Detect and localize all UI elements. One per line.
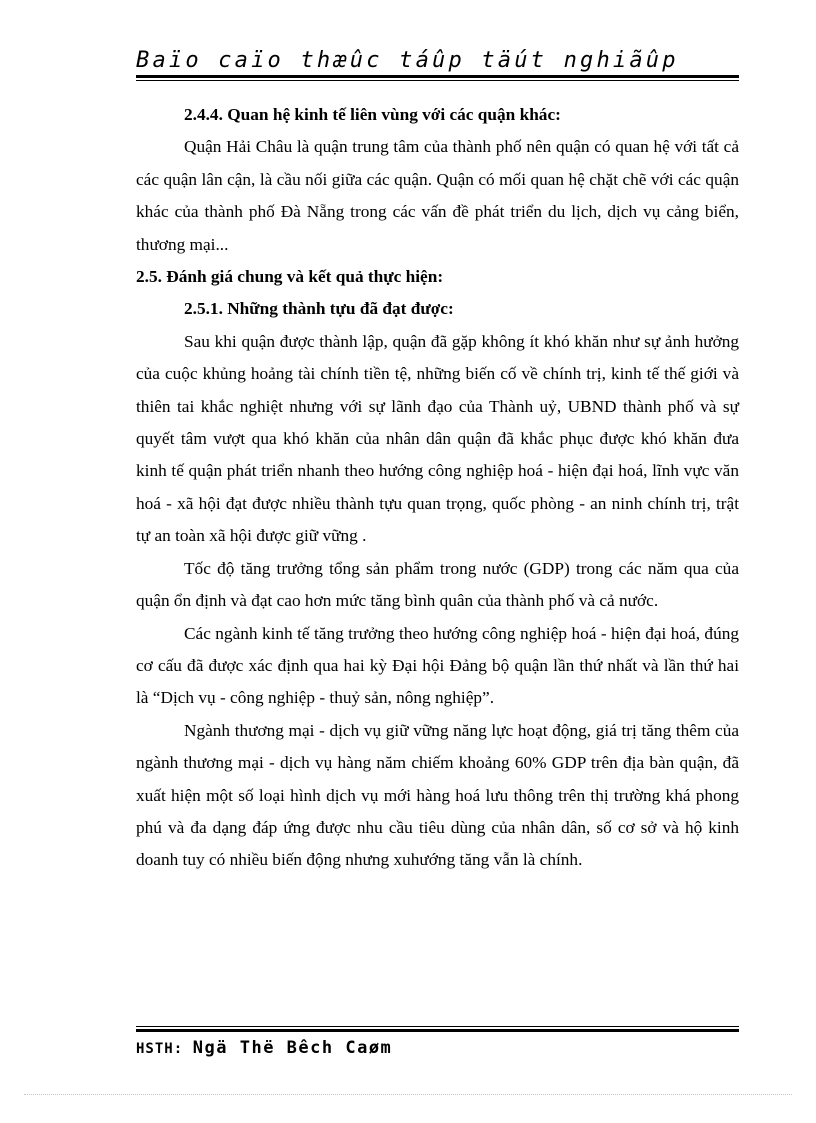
page-header-title: Baïo caïo thæûc táûp täút nghiãûp xyxy=(136,48,679,73)
paragraph-achievements: Sau khi quận được thành lập, quận đã gặp không ít khó khăn như sự ảnh hưởng của cuộc khủng hoảng tài chính tiền tệ, những biến cố về chính trị, kinh tế thế giới và thiên tai khắc nghiệt nhưng với sự lãnh đạo của Thành uỷ, UBND thành phố và sự quyết tâm vượt qua khó khăn của nhân dân quận đã khắc phục được khó khăn đưa kinh tế quận phát triển nhanh theo hướng công nghiệp hoá - hiện đại hoá, lĩnh vực văn hoá - xã hội đạt được nhiều thành tựu quan trọng, quốc phòng - an ninh chính trị, trật tự an toàn xã hội được giữ vững . xyxy=(136,331,739,546)
footer-label: HSTH: xyxy=(136,1041,184,1057)
section-heading-2-5: 2.5. Đánh giá chung và kết quả thực hiện: xyxy=(136,267,444,287)
paragraph-trade-services: Ngành thương mại - dịch vụ giữ vững năng lực hoạt động, giá trị tăng thêm của ngành thương mại - dịch vụ hàng năm chiếm khoảng 60% GDP trên địa bàn quận, đã xuất hiện một số loại hình dịch vụ mới hàng hoá lưu thông trên thị trường khá phong phú và đa dạng đáp ứng được nhu cầu tiêu dùng của nhân dân, số cơ sở và hộ kinh doanh tuy có nhiều biến động nhưng xuhướng tăng vẫn là chính. xyxy=(136,720,739,870)
footer-rule-thick xyxy=(136,1029,739,1032)
paragraph-district-relations: Quận Hải Châu là quận trung tâm của thành phố nên quận có quan hệ với tất cả các quận lân cận, là cầu nối giữa các quận. Quận có mối quan hệ chặt chẽ với các quận khác của thành phố Đà Nẵng trong các vấn đề phát triển du lịch, dịch vụ cảng biển, thương mại... xyxy=(136,137,739,254)
header-rule-thin xyxy=(136,80,739,81)
paragraph-economic-sectors: Các ngành kinh tế tăng trưởng theo hướng công nghiệp hoá - hiện đại hoá, đúng cơ cấu đã được xác định qua hai kỳ Đại hội Đảng bộ quận lần thứ nhất và lần thứ hai là “Dịch vụ - công nghiệp - thuỷ sản, nông nghiệp”. xyxy=(136,623,739,708)
header-rule-thick xyxy=(136,75,739,78)
footer-rule-thin xyxy=(136,1026,739,1027)
footer-author-name: Ngä Thë Bêch Caøm xyxy=(192,1038,393,1058)
document-body xyxy=(136,99,739,877)
section-heading-2-5-1: 2.5.1. Những thành tựu đã đạt được: xyxy=(184,299,454,319)
paragraph-gdp-growth: Tốc độ tăng trưởng tổng sản phẩm trong nước (GDP) trong các năm qua của quận ổn định và đạt cao hơn mức tăng bình quân của thành phố và cả nước. xyxy=(136,558,739,611)
page-bottom-dotted-border xyxy=(24,1094,792,1095)
section-heading-2-4-4: 2.4.4. Quan hệ kinh tế liên vùng với các quận khác: xyxy=(184,105,561,124)
page-footer xyxy=(136,1038,392,1058)
